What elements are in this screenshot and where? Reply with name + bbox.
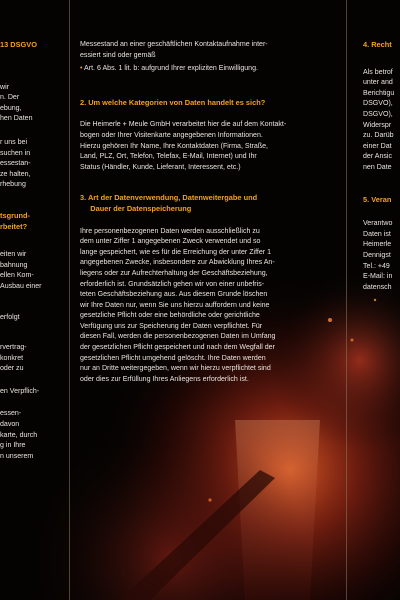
left-line: erfolgt bbox=[0, 313, 20, 321]
left-line: konkret bbox=[0, 354, 24, 362]
left-line: karte, durch bbox=[0, 431, 38, 439]
paragraph-line: Die Heimerle + Meule GmbH verarbeitet hier die auf dem Kontakt- bbox=[80, 121, 287, 129]
left-block-c bbox=[0, 250, 62, 292]
left-block-b bbox=[0, 138, 62, 191]
left-line: rvertrag- bbox=[0, 344, 27, 352]
paragraph-line: gesetzliche Pflicht oder eine behördliche oder gerichtliche bbox=[80, 312, 260, 320]
left-line: oder zu bbox=[0, 365, 24, 373]
paragraph-line: Verfügung uns zur Speicherung der Daten verpflichtet. Für bbox=[80, 322, 263, 330]
left-block-g bbox=[0, 409, 62, 462]
left-line: Ausbau einer bbox=[0, 282, 42, 290]
section-4-paragraph bbox=[363, 68, 400, 174]
paragraph-line: Heimerle bbox=[363, 241, 392, 249]
paragraph-line: oder dies zur Erfüllung Ihres Anliegens erforderlich ist. bbox=[80, 375, 249, 383]
paragraph-line: Messestand an einer geschäftlichen Kontaktaufnahme inter- bbox=[80, 41, 268, 48]
paragraph-line: Status (Händler, Kunde, Lieferant, Interessent, etc.) bbox=[80, 163, 241, 171]
heading-line: 3. Art der Datenverwendung, Datenweitergabe und bbox=[80, 193, 258, 203]
paragraph-line: Verantwo bbox=[363, 220, 393, 228]
paragraph-line: liegens oder zur Aufrechterhaltung der Geschäftsbeziehung, bbox=[80, 269, 268, 277]
paragraph-line: nen Date bbox=[363, 163, 392, 171]
paragraph-line: E-Mail: in bbox=[363, 273, 393, 281]
left-heading: rbeitet? bbox=[0, 221, 28, 231]
paragraph-line: lange gespeichert, wie es für die Erreichung der unter Ziffer 1 bbox=[80, 248, 272, 256]
right-column bbox=[363, 0, 400, 293]
left-line: hen Daten bbox=[0, 115, 33, 123]
paragraph-line: nur an Dritte weitergegeben, wenn wir hierzu verpflichtet sind bbox=[80, 365, 271, 373]
left-line: essen- bbox=[0, 410, 22, 418]
left-block-e bbox=[0, 343, 62, 375]
middle-column bbox=[80, 0, 330, 385]
left-line: ze halten, bbox=[0, 170, 31, 178]
paragraph-line: Daten ist bbox=[363, 230, 391, 238]
paragraph-line: Hierzu gehören Ihr Name, Ihre Kontaktdaten (Firma, Straße, bbox=[80, 142, 268, 150]
bullet-marker: • bbox=[80, 65, 85, 73]
column-divider-right bbox=[346, 0, 347, 600]
left-line: n unserem bbox=[0, 452, 34, 460]
section-3-heading bbox=[80, 193, 330, 214]
heading-line: Dauer der Datenspeicherung bbox=[80, 203, 192, 213]
paragraph-line: Berichtigu bbox=[363, 89, 395, 97]
paragraph-line: Tel.: +49 bbox=[363, 262, 390, 270]
left-line: ellen Kom- bbox=[0, 272, 34, 280]
paragraph-line: zu. Darüb bbox=[363, 132, 394, 140]
paragraph-line: Dennigst bbox=[363, 251, 391, 259]
paragraph-line: bogen oder Ihrer Visitenkarte angegebenen Informationen. bbox=[80, 131, 263, 139]
paragraph-line: Als betrof bbox=[363, 68, 393, 76]
paragraph-line: datensch bbox=[363, 283, 392, 291]
left-line: g in Ihre bbox=[0, 442, 26, 450]
left-line: davon bbox=[0, 421, 20, 429]
paragraph-line: erforderlich ist. Grundsätzlich gehen wir von einer unbefris- bbox=[80, 280, 265, 288]
paragraph-line: unter and bbox=[363, 79, 393, 87]
left-line: suchen in bbox=[0, 149, 31, 157]
intro-paragraph bbox=[80, 40, 330, 61]
section-4-heading: 4. Recht bbox=[363, 40, 392, 49]
section-2-paragraph bbox=[80, 120, 330, 173]
left-block-a bbox=[0, 83, 62, 125]
paragraph-line: DSGVO), bbox=[363, 100, 393, 108]
paragraph-line: der gesetzlichen Pflicht gespeichert und nach dem Wegfall der bbox=[80, 344, 275, 352]
left-line: eiten wir bbox=[0, 251, 27, 259]
paragraph-line: Land, PLZ, Ort, Telefon, Telefax, E-Mail, Internet) und Ihr bbox=[80, 153, 257, 161]
paragraph-line: angegebenen Zwecke, insbesondere zur Abwicklung Ihres An- bbox=[80, 259, 275, 267]
bullet-text: Art. 6 Abs. 1 lit. b: aufgrund Ihrer expliziten Einwilligung. bbox=[84, 65, 258, 73]
left-line: wir bbox=[0, 83, 10, 91]
paragraph-line: einer Dat bbox=[363, 142, 392, 150]
paragraph-line: Ihre personenbezogenen Daten werden ausschließlich zu bbox=[80, 227, 260, 235]
left-line: bahnung bbox=[0, 261, 28, 269]
paragraph-line: DSGVO), bbox=[363, 110, 393, 118]
left-line: n. Der bbox=[0, 94, 20, 102]
left-line: essestan- bbox=[0, 160, 31, 168]
section-3-paragraph bbox=[80, 227, 330, 386]
left-line: rhebung bbox=[0, 181, 26, 189]
section-5-heading: 5. Veran bbox=[363, 194, 392, 204]
paragraph-line: Widerspr bbox=[363, 121, 392, 129]
section-2-heading: 2. Um welche Kategorien von Daten handelt es sich? bbox=[80, 97, 266, 107]
section-5-paragraph bbox=[363, 219, 400, 293]
left-heading: tsgrund- bbox=[0, 210, 30, 220]
left-line: r uns bei bbox=[0, 138, 28, 146]
bullet-item bbox=[80, 64, 330, 75]
paragraph-line: diesen Fall, werden die personenbezogenen Daten im Umfang bbox=[80, 333, 276, 341]
paragraph-line: der Ansic bbox=[363, 153, 392, 161]
paragraph-line: gesetzlichen Pflicht umgehend gelöscht. Ihre Daten werden bbox=[80, 354, 266, 362]
column-divider-left bbox=[69, 0, 70, 600]
paragraph-line: wir Ihre Daten nur, wenn Sie uns hierzu auffordern und keine bbox=[80, 301, 270, 309]
left-line: en Verpflich- bbox=[0, 387, 40, 395]
paragraph-line: teten Geschäftsbeziehung aus. Aus diesem Grunde löschen bbox=[80, 291, 268, 299]
paragraph-line: essiert sind oder gemäß bbox=[80, 51, 156, 59]
paragraph-line: dem unter Ziffer 1 angegebenen Zweck verwendet und so bbox=[80, 238, 261, 246]
left-column bbox=[0, 0, 62, 462]
left-heading: 13 DSGVO bbox=[0, 40, 37, 49]
left-line: ebung, bbox=[0, 104, 22, 112]
